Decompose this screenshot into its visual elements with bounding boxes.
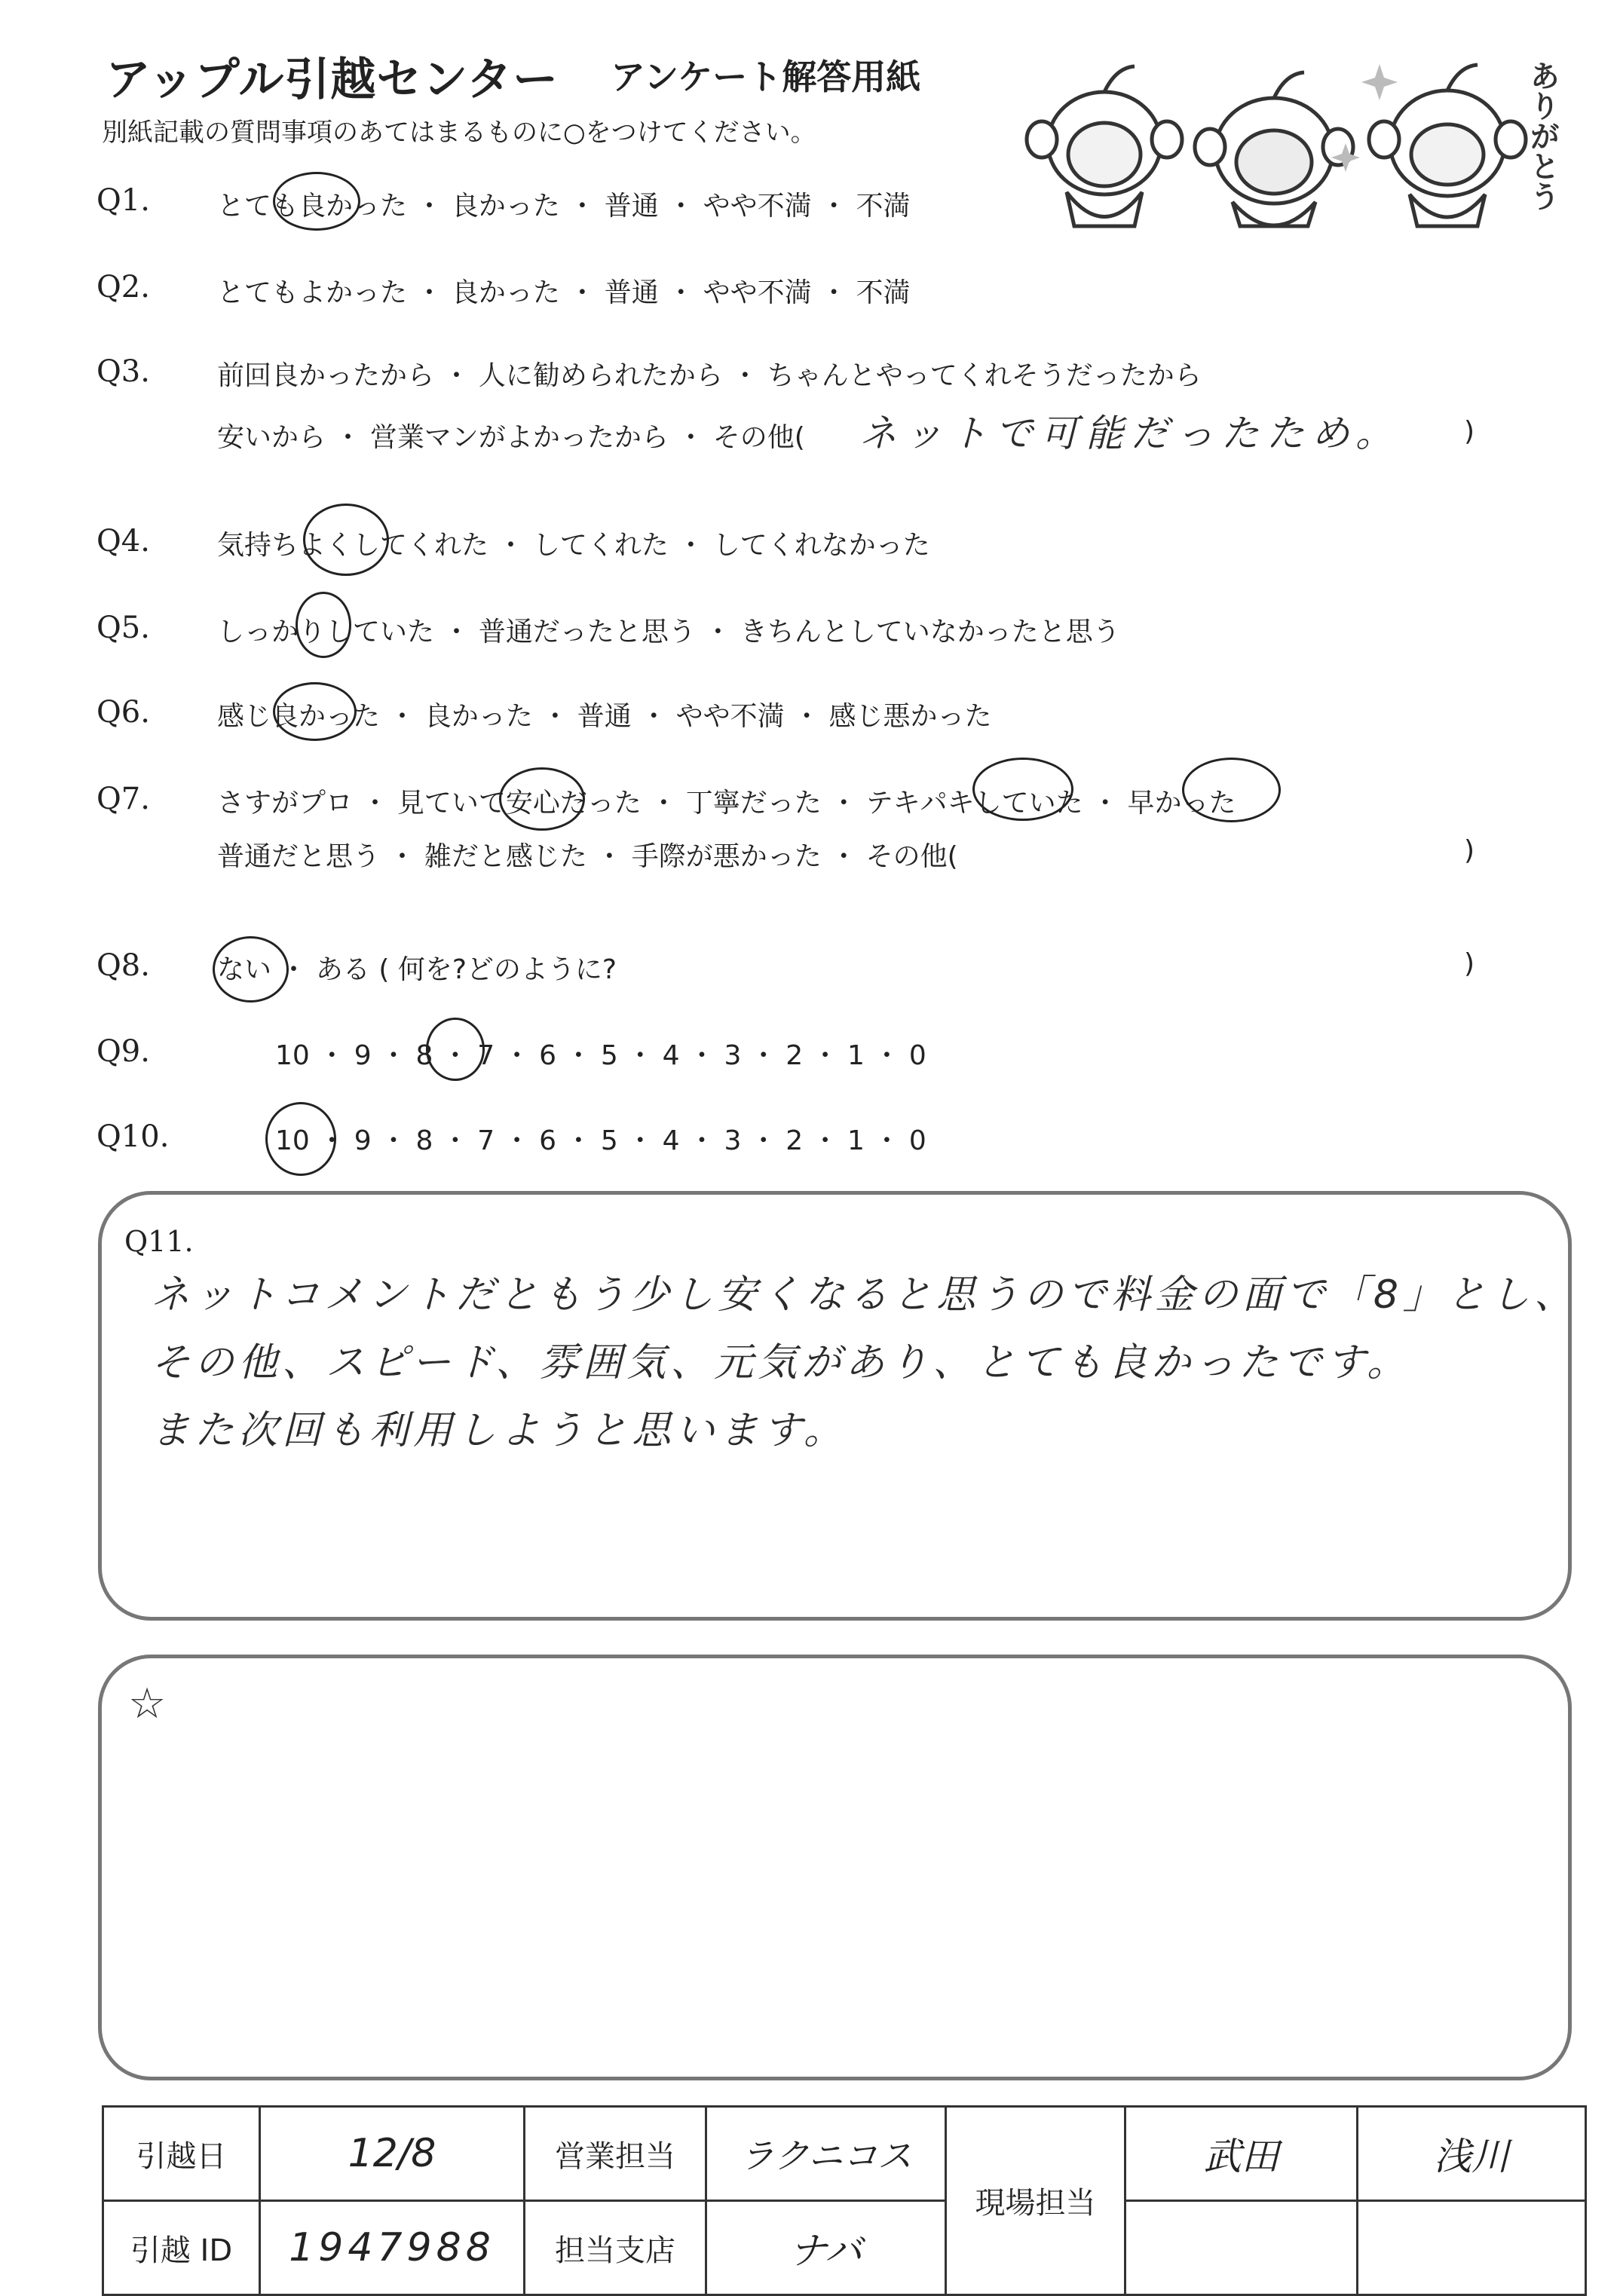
q4-label: Q4.	[96, 524, 150, 559]
q8-close-paren: )	[1464, 948, 1475, 979]
branch-label: 担当支店	[525, 2201, 706, 2295]
instruction-text: 別紙記載の質問事項のあてはまるものに○をつけてください。	[102, 118, 816, 148]
q8-options[interactable]: ない ・ ある ( 何を?どのように?	[217, 954, 617, 985]
form-subtitle: アンケート解答用紙	[611, 57, 921, 97]
q9-scale[interactable]: 10 ・ 9 ・ 8 ・ 7 ・ 6 ・ 5 ・ 4 ・ 3 ・ 2 ・ 1 ・ 0	[275, 1040, 926, 1071]
monkey-mascot-left	[1027, 66, 1182, 226]
q3-label: Q3.	[96, 354, 150, 389]
q7-close-paren: )	[1464, 835, 1475, 866]
q5-selection-circle	[296, 592, 351, 658]
moving-date-label: 引越日	[103, 2107, 260, 2201]
site-staff-2: 浅川	[1358, 2107, 1586, 2201]
q7-selection-circle-tekipaki	[972, 758, 1073, 821]
moving-id-value: 1947988	[260, 2201, 525, 2295]
q5-label: Q5.	[96, 611, 150, 645]
q8-selection-circle	[213, 936, 289, 1003]
star-icon: ☆	[128, 1679, 167, 1728]
q7-selection-circle-hayakatta	[1182, 758, 1281, 822]
q8-label: Q8.	[96, 948, 150, 983]
sales-staff-label: 営業担当	[525, 2107, 706, 2201]
moving-id-label: 引越 ID	[103, 2201, 260, 2295]
monkey-mascot-right	[1369, 65, 1526, 226]
q10-scale[interactable]: 10 ・ 9 ・ 8 ・ 7 ・ 6 ・ 5 ・ 4 ・ 3 ・ 2 ・ 1 ・ 0	[275, 1125, 926, 1156]
q10-label: Q10.	[96, 1119, 170, 1154]
q1-selection-circle	[273, 172, 360, 231]
q7-label: Q7.	[96, 782, 150, 816]
q11-comment-line-2: その他、スピード、雰囲気、元気があり、とても良かったです。	[151, 1340, 1411, 1385]
q6-options[interactable]: 感じ良かった ・ 良かった ・ 普通 ・ やや不満 ・ 感じ悪かった	[217, 701, 992, 732]
site-staff-label: 現場担当	[946, 2107, 1125, 2295]
moving-date-value: 12/8	[260, 2107, 525, 2201]
q1-options[interactable]: とても良かった ・ 良かった ・ 普通 ・ やや不満 ・ 不満	[217, 191, 911, 222]
q5-options[interactable]: しっかりしていた ・ 普通だったと思う ・ きちんとしていなかったと思う	[217, 617, 1120, 647]
q3-close-paren: )	[1464, 416, 1475, 447]
q11-label: Q11.	[124, 1225, 194, 1258]
sales-staff-value: ラクニコス	[706, 2107, 946, 2201]
company-title: アップル引越センター	[106, 54, 559, 106]
q4-selection-circle	[303, 504, 389, 576]
site-staff-3	[1125, 2201, 1358, 2295]
q7-options-line2[interactable]: 普通だと思う ・ 雑だと感じた ・ 手際が悪かった ・ その他(	[217, 841, 958, 872]
q4-options[interactable]: 気持ちよくしてくれた ・ してくれた ・ してくれなかった	[217, 530, 930, 561]
q2-label: Q2.	[96, 270, 150, 305]
branch-value: ナバ	[706, 2201, 946, 2295]
site-staff-1: 武田	[1125, 2107, 1358, 2201]
q3-other-answer: ネットで可能だったため。	[859, 412, 1401, 455]
q10-selection-circle	[265, 1102, 336, 1176]
q3-options-line1[interactable]: 前回良かったから ・ 人に勧められたから ・ ちゃんとやってくれそうだったから	[217, 360, 1202, 391]
q11-comment-line-1: ネットコメントだともう少し安くなると思うので料金の面で「8」とし、	[151, 1272, 1579, 1318]
q6-label: Q6.	[96, 695, 150, 730]
q6-selection-circle	[273, 682, 357, 741]
star-comment-box	[98, 1655, 1572, 2080]
footer-info-table	[102, 2105, 1587, 2296]
site-staff-4	[1358, 2201, 1586, 2295]
q9-selection-circle	[426, 1018, 485, 1081]
q3-options-line2[interactable]: 安いから ・ 営業マンがよかったから ・ その他(	[217, 422, 805, 453]
q2-options[interactable]: とてもよかった ・ 良かった ・ 普通 ・ やや不満 ・ 不満	[217, 277, 911, 308]
q1-label: Q1.	[96, 183, 150, 218]
thanks-text: ありがとう	[1525, 60, 1560, 211]
monkey-mascot-middle	[1195, 72, 1353, 226]
q11-comment-line-3: また次回も利用しようと思います。	[151, 1408, 847, 1453]
q7-selection-circle-anshin	[499, 767, 585, 831]
q7-options-line1[interactable]: さすがプロ ・ 見ていて安心だった ・ 丁寧だった ・ テキパキしていた ・ 早かった	[217, 788, 1236, 819]
q9-label: Q9.	[96, 1034, 150, 1069]
